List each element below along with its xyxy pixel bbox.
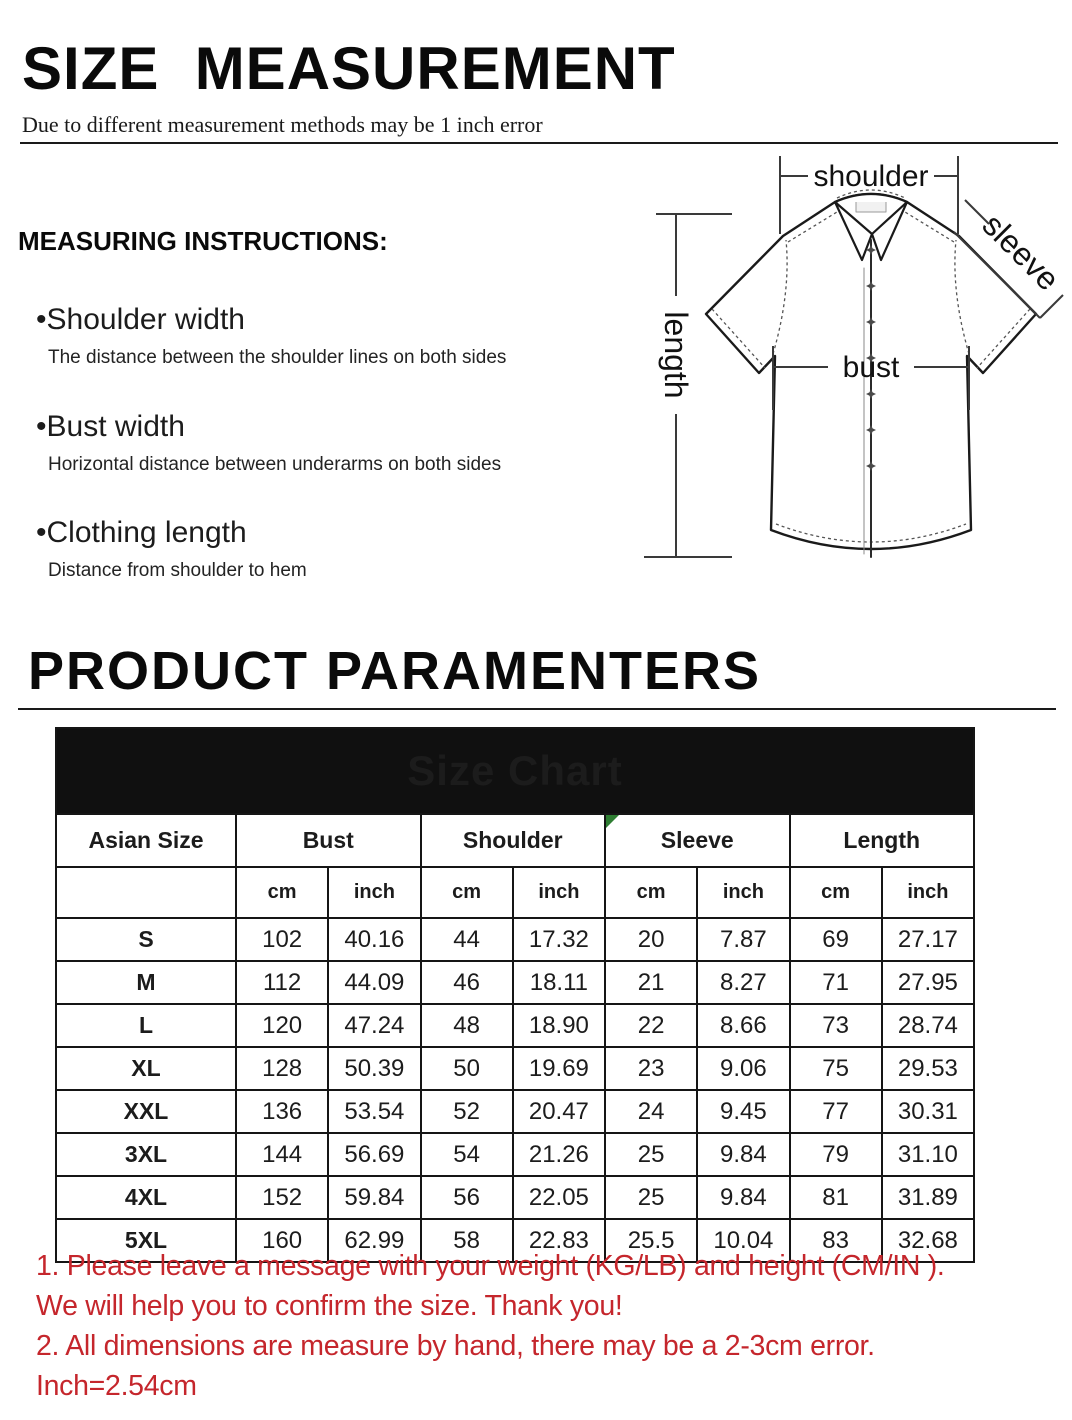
instruction-term: •Clothing length: [36, 516, 247, 549]
value-cell: 50.39: [328, 1047, 420, 1090]
size-chart-title: Size Chart: [56, 728, 974, 814]
length-label: length: [658, 311, 694, 399]
size-cell: 4XL: [56, 1176, 236, 1219]
unit-header: inch: [882, 867, 974, 918]
size-chart-title-row: [56, 728, 974, 814]
unit-header: cm: [790, 867, 882, 918]
value-cell: 48: [421, 1004, 513, 1047]
instruction-item: [36, 516, 596, 582]
shirt-diagram-svg: [620, 140, 1072, 602]
note-line: 1. Please leave a message with your weight (KG/LB) and height (CM/IN ).: [36, 1250, 945, 1282]
value-cell: 69: [790, 918, 882, 961]
page-title: SIZE MEASUREMENT: [22, 35, 676, 102]
unit-header: inch: [513, 867, 605, 918]
value-cell: 25.5: [605, 1219, 697, 1262]
empty-cell: [56, 867, 236, 918]
value-cell: 79: [790, 1133, 882, 1176]
unit-header-row: [56, 867, 974, 918]
value-cell: 9.84: [697, 1133, 789, 1176]
value-cell: 8.27: [697, 961, 789, 1004]
value-cell: 22: [605, 1004, 697, 1047]
note-line: We will help you to confirm the size. Thank you!: [36, 1290, 623, 1322]
value-cell: 112: [236, 961, 328, 1004]
value-cell: 62.99: [328, 1219, 420, 1262]
value-cell: 22.05: [513, 1176, 605, 1219]
value-cell: 56.69: [328, 1133, 420, 1176]
value-cell: 29.53: [882, 1047, 974, 1090]
note-line: Inch=2.54cm: [36, 1370, 197, 1402]
size-cell: 5XL: [56, 1219, 236, 1262]
value-cell: 18.90: [513, 1004, 605, 1047]
value-cell: 83: [790, 1219, 882, 1262]
table-row: [56, 918, 974, 961]
divider-line: [18, 708, 1056, 710]
value-cell: 81: [790, 1176, 882, 1219]
value-cell: 28.74: [882, 1004, 974, 1047]
value-cell: 40.16: [328, 918, 420, 961]
value-cell: 54: [421, 1133, 513, 1176]
value-cell: 25: [605, 1176, 697, 1219]
note-line: 2. All dimensions are measure by hand, there may be a 2-3cm error.: [36, 1330, 875, 1362]
measuring-instructions-heading: MEASURING INSTRUCTIONS:: [18, 226, 388, 256]
value-cell: 71: [790, 961, 882, 1004]
value-cell: 31.89: [882, 1176, 974, 1219]
value-cell: 7.87: [697, 918, 789, 961]
value-cell: 152: [236, 1176, 328, 1219]
table-row: [56, 1090, 974, 1133]
column-header: Bust: [236, 814, 421, 867]
table-row: [56, 1004, 974, 1047]
value-cell: 19.69: [513, 1047, 605, 1090]
size-notes: [36, 1246, 1046, 1406]
value-cell: 53.54: [328, 1090, 420, 1133]
value-cell: 30.31: [882, 1090, 974, 1133]
value-cell: 73: [790, 1004, 882, 1047]
value-cell: 18.11: [513, 961, 605, 1004]
value-cell: 128: [236, 1047, 328, 1090]
value-cell: 44: [421, 918, 513, 961]
value-cell: 22.83: [513, 1219, 605, 1262]
value-cell: 77: [790, 1090, 882, 1133]
size-cell: XL: [56, 1047, 236, 1090]
value-cell: 136: [236, 1090, 328, 1133]
unit-header: inch: [328, 867, 420, 918]
instruction-item: [36, 303, 596, 369]
size-chart-table: [55, 727, 975, 1263]
table-row: [56, 1133, 974, 1176]
table-row: [56, 961, 974, 1004]
column-header: Length: [790, 814, 975, 867]
unit-header: inch: [697, 867, 789, 918]
shirt-measurement-diagram: [620, 140, 1072, 602]
value-cell: 23: [605, 1047, 697, 1090]
unit-header: cm: [421, 867, 513, 918]
instruction-term: •Bust width: [36, 410, 185, 443]
value-cell: 75: [790, 1047, 882, 1090]
value-cell: 50: [421, 1047, 513, 1090]
product-parameters-heading: PRODUCT PARAMENTERS: [28, 641, 762, 701]
value-cell: 27.95: [882, 961, 974, 1004]
value-cell: 21.26: [513, 1133, 605, 1176]
value-cell: 52: [421, 1090, 513, 1133]
value-cell: 24: [605, 1090, 697, 1133]
instruction-term: •Shoulder width: [36, 303, 245, 336]
column-header-label: Sleeve: [660, 827, 734, 853]
size-cell: M: [56, 961, 236, 1004]
unit-header: cm: [236, 867, 328, 918]
value-cell: 9.84: [697, 1176, 789, 1219]
value-cell: 8.66: [697, 1004, 789, 1047]
page-subtitle: Due to different measurement methods may be 1 inch error: [22, 112, 543, 137]
bust-label: bust: [842, 351, 900, 384]
value-cell: 44.09: [328, 961, 420, 1004]
value-cell: 21: [605, 961, 697, 1004]
instruction-desc: Horizontal distance between underarms on both sides: [48, 454, 502, 475]
value-cell: 20.47: [513, 1090, 605, 1133]
value-cell: 58: [421, 1219, 513, 1262]
value-cell: 59.84: [328, 1176, 420, 1219]
size-cell: 3XL: [56, 1133, 236, 1176]
value-cell: 32.68: [882, 1219, 974, 1262]
value-cell: 9.06: [697, 1047, 789, 1090]
value-cell: 10.04: [697, 1219, 789, 1262]
value-cell: 27.17: [882, 918, 974, 961]
value-cell: 160: [236, 1219, 328, 1262]
value-cell: 144: [236, 1133, 328, 1176]
column-header: [605, 814, 790, 867]
instruction-desc: The distance between the shoulder lines on both sides: [48, 347, 507, 368]
instruction-desc: Distance from shoulder to hem: [48, 560, 307, 581]
value-cell: 120: [236, 1004, 328, 1047]
size-cell: XXL: [56, 1090, 236, 1133]
size-cell: L: [56, 1004, 236, 1047]
size-table-body: [56, 918, 974, 1262]
value-cell: 9.45: [697, 1090, 789, 1133]
value-cell: 17.32: [513, 918, 605, 961]
value-cell: 25: [605, 1133, 697, 1176]
value-cell: 102: [236, 918, 328, 961]
value-cell: 20: [605, 918, 697, 961]
corner-marker-icon: [606, 815, 619, 828]
unit-header: cm: [605, 867, 697, 918]
instruction-item: [36, 410, 596, 476]
group-header-row: [56, 814, 974, 867]
shoulder-label: shoulder: [813, 160, 929, 193]
column-header: Shoulder: [421, 814, 606, 867]
value-cell: 47.24: [328, 1004, 420, 1047]
table-row: [56, 1047, 974, 1090]
value-cell: 46: [421, 961, 513, 1004]
size-cell: S: [56, 918, 236, 961]
sleeve-label: sleeve: [975, 206, 1067, 298]
column-header: Asian Size: [56, 814, 236, 867]
value-cell: 56: [421, 1176, 513, 1219]
table-row: [56, 1176, 974, 1219]
value-cell: 31.10: [882, 1133, 974, 1176]
